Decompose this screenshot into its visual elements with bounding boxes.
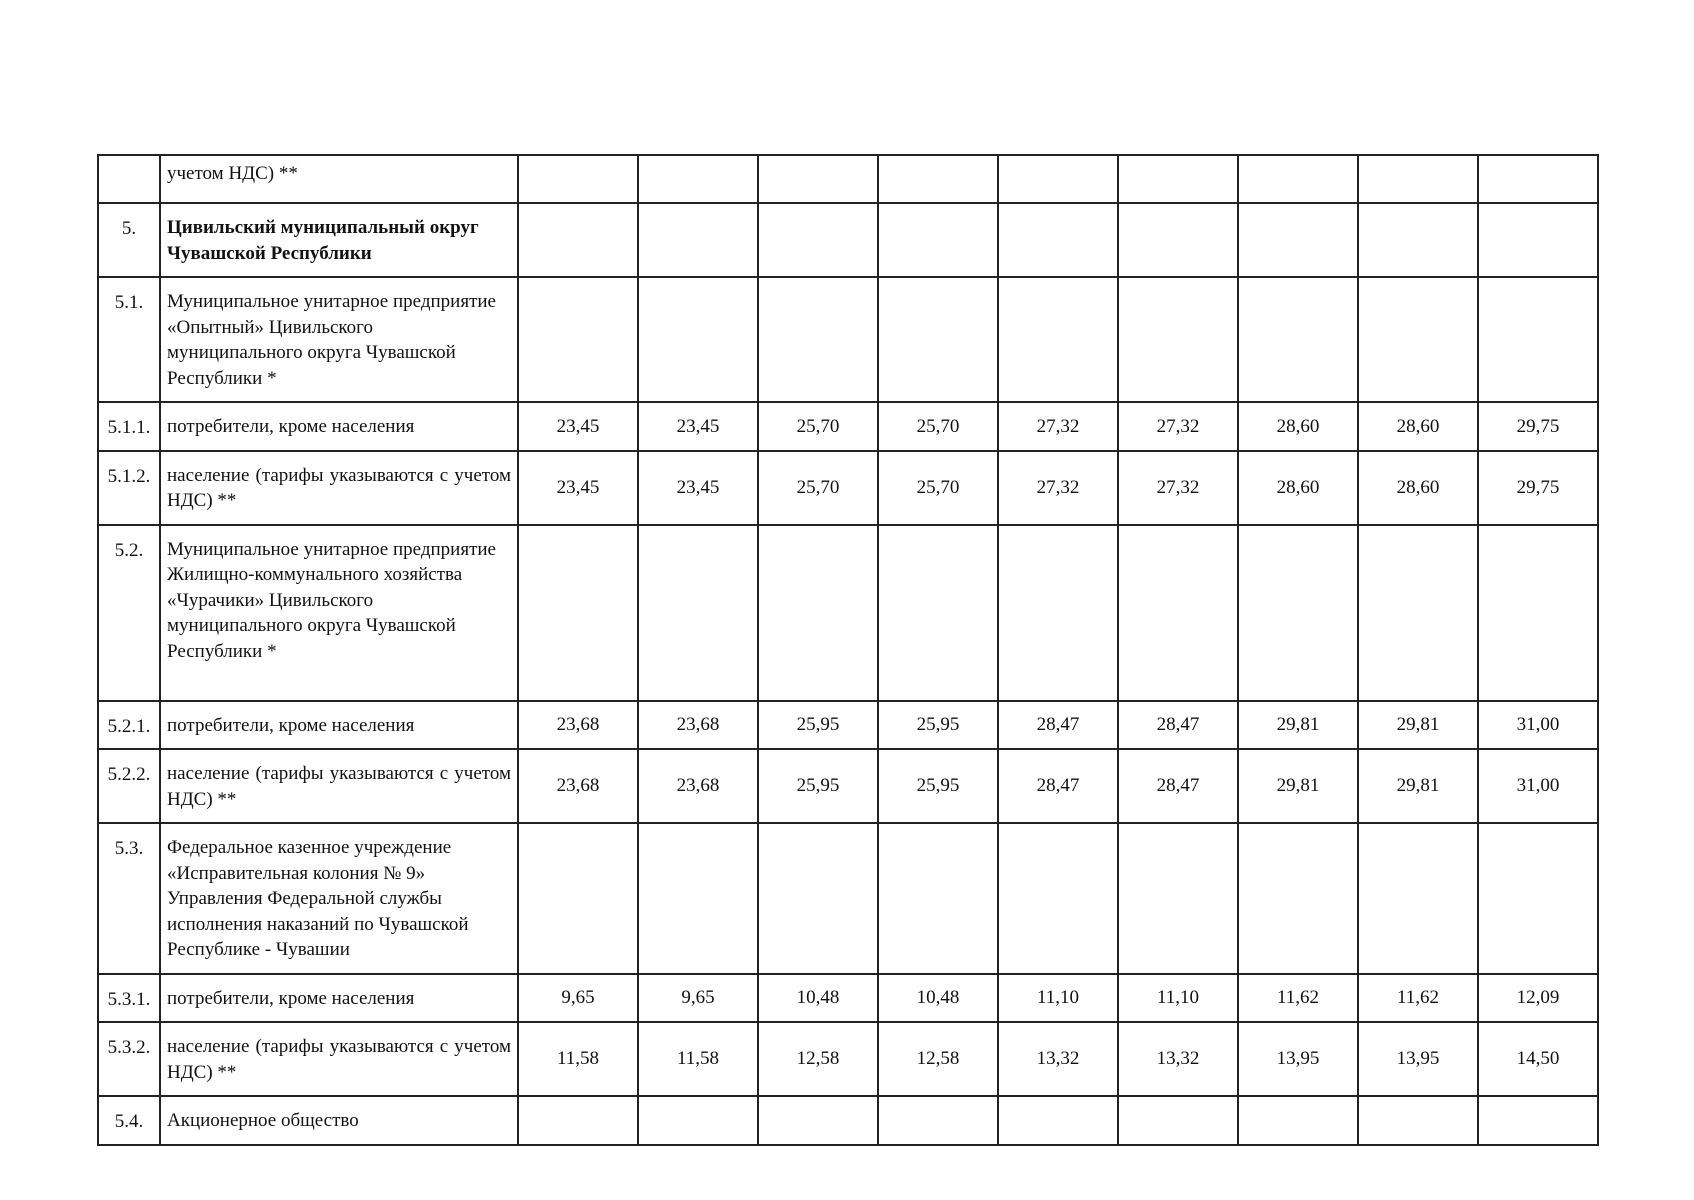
row-value: 23,45 [638,451,758,525]
row-number: 5.1.1. [98,402,160,451]
row-value [518,203,638,277]
row-name: Федеральное казенное учреждение «Исправительная колония № 9» Управления Федеральной службы исполнения наказаний по Чувашской Республике - Чувашии [160,823,518,974]
row-value [638,525,758,701]
row-value [998,155,1118,203]
row-value: 28,47 [1118,749,1238,823]
row-number: 5.4. [98,1096,160,1145]
row-value [1118,277,1238,402]
row-name: учетом НДС) ** [160,155,518,203]
row-value [638,155,758,203]
row-value: 28,60 [1358,451,1478,525]
row-value: 29,81 [1238,701,1358,750]
row-value: 28,60 [1358,402,1478,451]
row-value: 11,10 [1118,974,1238,1023]
row-value [758,155,878,203]
table-row [98,749,1598,823]
table-row [98,1096,1598,1145]
row-value [638,203,758,277]
row-value: 29,81 [1358,701,1478,750]
row-value: 25,70 [758,402,878,451]
row-value: 28,47 [998,701,1118,750]
row-value: 25,95 [878,749,998,823]
row-value [1238,277,1358,402]
row-value [758,525,878,701]
row-value: 23,45 [518,451,638,525]
row-value [638,823,758,974]
row-value: 13,95 [1238,1022,1358,1096]
tariff-table [97,154,1599,1146]
row-value: 11,58 [518,1022,638,1096]
table-row [98,823,1598,974]
row-number: 5.1. [98,277,160,402]
row-value: 14,50 [1478,1022,1598,1096]
row-value: 12,58 [878,1022,998,1096]
row-value: 29,75 [1478,402,1598,451]
row-value [1478,155,1598,203]
row-name: Муниципальное унитарное предприятие Жилищно-коммунального хозяйства «Чурачики» Цивильского муниципального округа Чувашской Республики * [160,525,518,701]
row-name: население (тарифы указываются с учетом НДС) ** [160,451,518,525]
row-value [758,1096,878,1145]
table-row [98,203,1598,277]
row-value [1238,1096,1358,1145]
row-value [998,277,1118,402]
table-row [98,1022,1598,1096]
row-value: 28,60 [1238,402,1358,451]
row-value: 12,58 [758,1022,878,1096]
row-value: 23,45 [518,402,638,451]
row-value [1118,525,1238,701]
row-value: 27,32 [998,451,1118,525]
row-number: 5.2.2. [98,749,160,823]
row-value: 11,58 [638,1022,758,1096]
table-row [98,974,1598,1023]
row-name: население (тарифы указываются с учетом НДС) ** [160,1022,518,1096]
row-value [1358,155,1478,203]
row-number: 5.2. [98,525,160,701]
table-row [98,155,1598,203]
row-value [1478,277,1598,402]
row-value: 13,95 [1358,1022,1478,1096]
row-value [1118,203,1238,277]
row-value: 29,81 [1238,749,1358,823]
row-value: 28,47 [998,749,1118,823]
row-value: 23,68 [638,701,758,750]
row-value: 31,00 [1478,749,1598,823]
row-value: 25,95 [878,701,998,750]
row-value [1358,1096,1478,1145]
row-value: 31,00 [1478,701,1598,750]
row-name: потребители, кроме населения [160,974,518,1023]
row-value: 27,32 [998,402,1118,451]
table-row [98,277,1598,402]
row-value: 9,65 [518,974,638,1023]
row-number: 5.3.1. [98,974,160,1023]
row-number: 5.3.2. [98,1022,160,1096]
row-value: 11,62 [1358,974,1478,1023]
row-value: 25,95 [758,701,878,750]
row-value [1118,1096,1238,1145]
row-value [1118,155,1238,203]
row-name: Акционерное общество [160,1096,518,1145]
row-number: 5.3. [98,823,160,974]
row-value [878,823,998,974]
row-name: потребители, кроме населения [160,402,518,451]
row-value [1238,155,1358,203]
row-value [998,823,1118,974]
row-value [878,277,998,402]
row-value: 27,32 [1118,451,1238,525]
row-number: 5.2.1. [98,701,160,750]
row-value: 29,75 [1478,451,1598,525]
row-value [1118,823,1238,974]
row-value: 10,48 [758,974,878,1023]
row-value [758,277,878,402]
row-value [1478,1096,1598,1145]
row-value [1238,203,1358,277]
row-value: 10,48 [878,974,998,1023]
row-value: 13,32 [998,1022,1118,1096]
row-value: 23,68 [518,749,638,823]
table-row [98,701,1598,750]
row-value: 23,45 [638,402,758,451]
row-value: 11,62 [1238,974,1358,1023]
row-number [98,155,160,203]
table-row [98,525,1598,701]
row-value [878,155,998,203]
row-value [518,277,638,402]
row-value [878,1096,998,1145]
row-value: 11,10 [998,974,1118,1023]
row-value [638,277,758,402]
row-value [998,525,1118,701]
row-value [638,1096,758,1145]
row-value [1358,823,1478,974]
row-value: 27,32 [1118,402,1238,451]
row-value [758,203,878,277]
row-value: 25,70 [878,402,998,451]
row-value [518,823,638,974]
row-value: 28,60 [1238,451,1358,525]
row-value [518,155,638,203]
row-value [878,203,998,277]
row-value: 23,68 [518,701,638,750]
row-value: 25,95 [758,749,878,823]
row-value: 25,70 [878,451,998,525]
row-value: 28,47 [1118,701,1238,750]
row-value: 25,70 [758,451,878,525]
row-number: 5. [98,203,160,277]
row-value [1238,525,1358,701]
row-value [758,823,878,974]
row-value: 23,68 [638,749,758,823]
row-value [1478,823,1598,974]
row-value [998,203,1118,277]
row-number: 5.1.2. [98,451,160,525]
row-value [1358,277,1478,402]
row-value [1478,203,1598,277]
row-value [998,1096,1118,1145]
row-value [518,1096,638,1145]
row-value [1238,823,1358,974]
table-row [98,451,1598,525]
row-value [878,525,998,701]
row-name: Цивильский муниципальный округ Чувашской Республики [160,203,518,277]
row-value: 29,81 [1358,749,1478,823]
row-name: потребители, кроме населения [160,701,518,750]
row-name: Муниципальное унитарное предприятие «Опытный» Цивильского муниципального округа Чувашской Республики * [160,277,518,402]
row-value [1358,525,1478,701]
row-value: 9,65 [638,974,758,1023]
table-row [98,402,1598,451]
row-value [518,525,638,701]
row-value: 12,09 [1478,974,1598,1023]
row-value [1478,525,1598,701]
row-name: население (тарифы указываются с учетом НДС) ** [160,749,518,823]
row-value: 13,32 [1118,1022,1238,1096]
row-value [1358,203,1478,277]
